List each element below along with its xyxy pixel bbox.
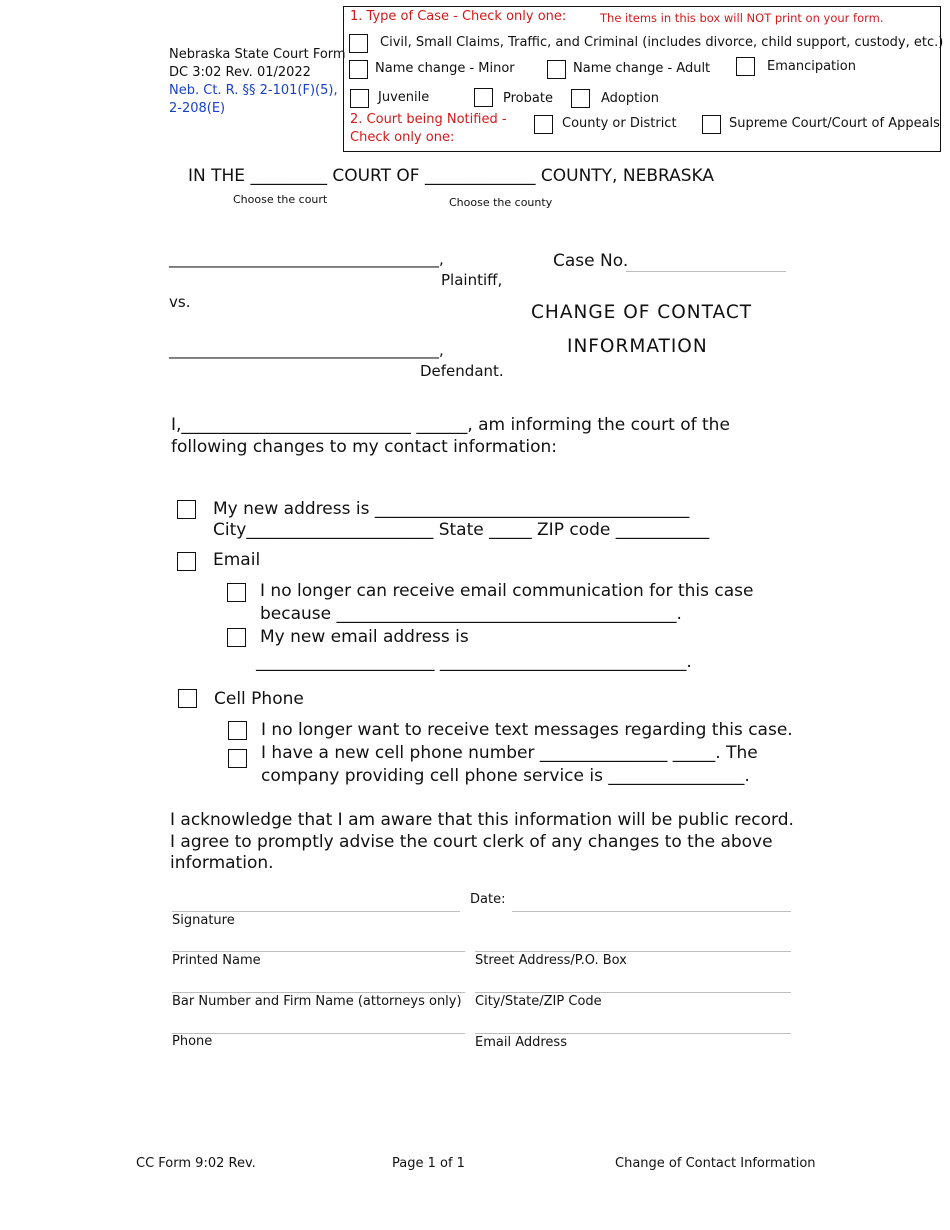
intro-line-2: following changes to my contact information:: [171, 437, 558, 457]
footer-page-number: Page 1 of 1: [392, 1156, 465, 1171]
no-texts-checkbox[interactable]: [228, 721, 247, 740]
city-state-zip-line: City______________________ State _____ ZIP code ___________: [213, 520, 710, 540]
plaintiff-label: Plaintiff,: [441, 271, 503, 289]
court-county-district-label: County or District: [562, 116, 677, 131]
choose-county-dropdown[interactable]: Choose the county: [449, 196, 553, 209]
city-state-zip-label: City/State/ZIP Code: [475, 994, 602, 1009]
no-email-checkbox[interactable]: [227, 583, 246, 602]
acknowledgment-line-3: information.: [170, 853, 274, 873]
court-supreme-appeals-checkbox[interactable]: [702, 115, 721, 134]
no-email-label: I no longer can receive email communication for this case: [260, 581, 754, 601]
case-number-input[interactable]: [626, 251, 786, 272]
acknowledgment-line-2: I agree to promptly advise the court clerk of any changes to the above: [170, 832, 773, 852]
choose-court-dropdown[interactable]: Choose the court: [233, 193, 328, 206]
case-type-juvenile-checkbox[interactable]: [350, 89, 369, 108]
form-title-line-2: INFORMATION: [567, 336, 708, 357]
printed-name-label: Printed Name: [172, 953, 261, 968]
new-email-label: My new email address is: [260, 627, 469, 647]
case-type-emancipation-checkbox[interactable]: [736, 57, 755, 76]
no-texts-label: I no longer want to receive text messages regarding this case.: [261, 720, 793, 740]
case-type-adoption-checkbox[interactable]: [571, 89, 590, 108]
printed-name-input[interactable]: [172, 931, 465, 952]
versus-label: vs.: [169, 293, 191, 311]
case-type-name-change-minor-checkbox[interactable]: [349, 60, 368, 79]
rule-reference-link[interactable]: Neb. Ct. R. §§ 2-101(F)(5),: [169, 83, 338, 98]
intro-line-1: I,___________________________ ______, am informing the court of the: [171, 415, 730, 435]
case-type-emancipation-label: Emancipation: [767, 59, 856, 74]
form-name: Nebraska State Court Form: [169, 47, 346, 62]
email-address-label: Email Address: [475, 1035, 567, 1050]
new-address-checkbox[interactable]: [177, 500, 196, 519]
court-caption: IN THE _________ COURT OF _____________ COUNTY, NEBRASKA: [188, 166, 715, 186]
court-notified-subheading: Check only one:: [350, 130, 455, 145]
case-type-probate-label: Probate: [503, 91, 553, 106]
court-supreme-appeals-label: Supreme Court/Court of Appeals: [729, 116, 940, 131]
case-type-heading: 1. Type of Case - Check only one:: [350, 9, 567, 24]
new-phone-line: I have a new cell phone number _______________ _____. The: [261, 743, 758, 763]
date-label: Date:: [470, 892, 506, 907]
rule-reference-link-2[interactable]: 2-208(E): [169, 101, 226, 116]
case-type-civil-label: Civil, Small Claims, Traffic, and Criminal (includes divorce, child support, custody, etc.): [380, 35, 944, 50]
email-address-input[interactable]: [475, 1013, 791, 1034]
city-state-zip-input[interactable]: [475, 972, 791, 993]
email-label: Email: [213, 550, 261, 570]
acknowledgment-line-1: I acknowledge that I am aware that this information will be public record.: [170, 810, 794, 830]
new-phone-checkbox[interactable]: [228, 749, 247, 768]
new-email-checkbox[interactable]: [227, 628, 246, 647]
phone-label: Phone: [172, 1034, 213, 1049]
email-checkbox[interactable]: [177, 552, 196, 571]
cell-phone-checkbox[interactable]: [178, 689, 197, 708]
phone-provider-line: company providing cell phone service is ________________.: [261, 766, 750, 786]
footer-form-id: CC Form 9:02 Rev.: [136, 1156, 256, 1171]
case-type-name-change-adult-label: Name change - Adult: [573, 61, 711, 76]
bar-number-label: Bar Number and Firm Name (attorneys only): [172, 994, 462, 1009]
street-address-input[interactable]: [475, 931, 791, 952]
form-revision: DC 3:02 Rev. 01/2022: [169, 65, 311, 80]
phone-input[interactable]: [172, 1013, 465, 1034]
defendant-name-line[interactable]: ____________________________________,: [169, 341, 444, 359]
defendant-label: Defendant.: [420, 362, 504, 380]
case-number-label: Case No.: [553, 251, 629, 271]
court-county-district-checkbox[interactable]: [534, 115, 553, 134]
case-type-probate-checkbox[interactable]: [474, 88, 493, 107]
date-input[interactable]: [512, 891, 791, 912]
footer-form-title: Change of Contact Information: [615, 1156, 816, 1171]
street-address-label: Street Address/P.O. Box: [475, 953, 627, 968]
new-email-line: _____________________ _____________________________.: [256, 652, 692, 672]
print-notice: The items in this box will NOT print on your form.: [600, 11, 884, 25]
court-notified-heading: 2. Court being Notified -: [350, 112, 507, 127]
cell-phone-label: Cell Phone: [214, 689, 304, 709]
case-type-civil-checkbox[interactable]: [349, 34, 368, 53]
signature-input[interactable]: [172, 891, 460, 912]
signature-label: Signature: [172, 913, 235, 928]
case-type-name-change-minor-label: Name change - Minor: [375, 61, 515, 76]
new-address-line: My new address is _____________________________________: [213, 499, 690, 519]
no-email-reason-line: because ________________________________________.: [260, 604, 682, 624]
case-type-adoption-label: Adoption: [601, 91, 660, 106]
plaintiff-name-line[interactable]: ____________________________________,: [169, 250, 444, 268]
form-title-line-1: CHANGE OF CONTACT: [531, 302, 753, 323]
case-type-juvenile-label: Juvenile: [378, 90, 430, 105]
bar-number-input[interactable]: [172, 972, 465, 993]
case-type-name-change-adult-checkbox[interactable]: [547, 60, 566, 79]
